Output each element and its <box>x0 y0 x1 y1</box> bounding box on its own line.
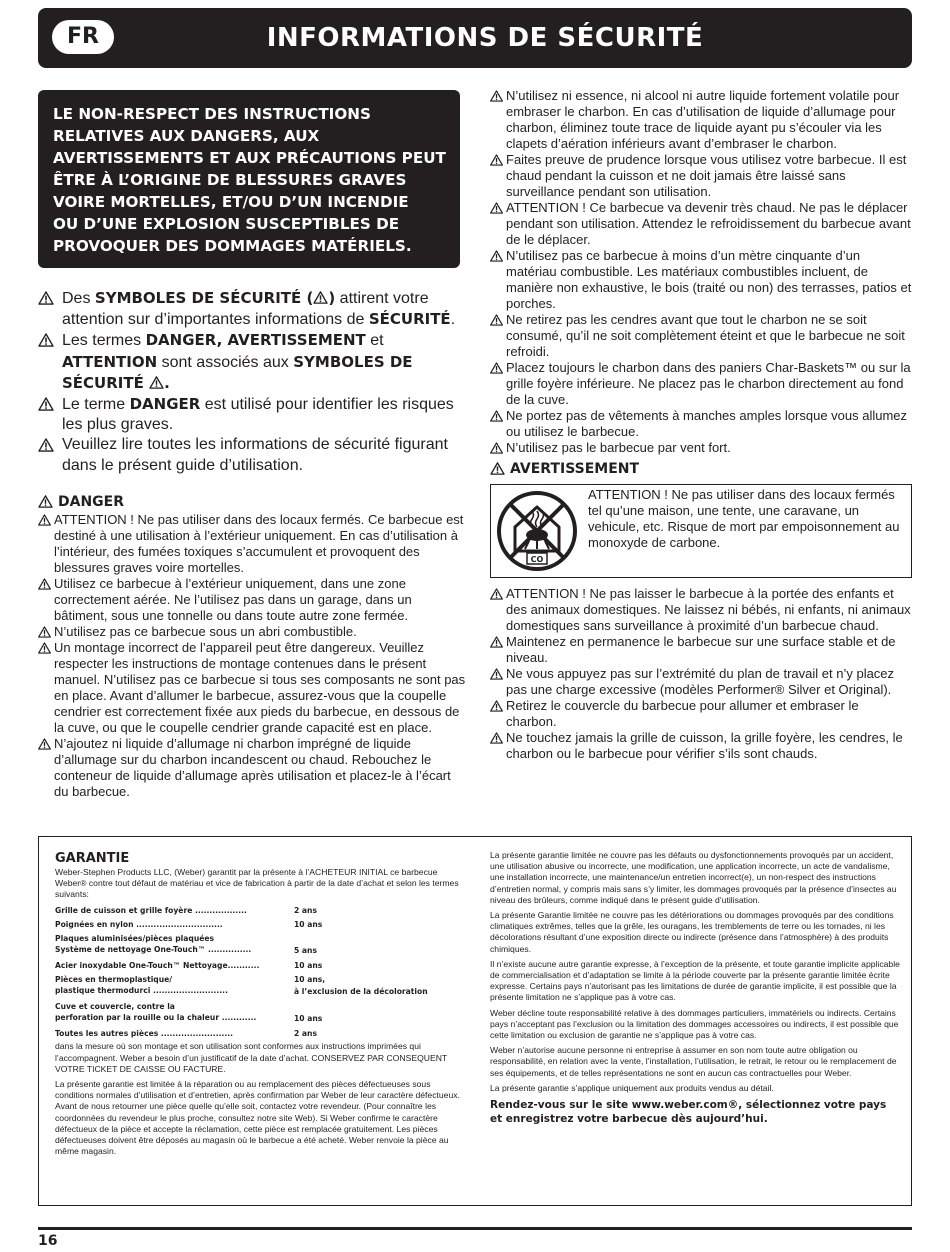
guarantee-paragraph: La présente garantie s’applique uniquement aux produits vendus au détail. <box>490 1082 774 1093</box>
warning-triangle-icon <box>38 738 51 750</box>
row-label: Pièces en thermoplastique/ <box>55 975 173 985</box>
bold-text: . <box>164 373 170 392</box>
guarantee-intro: Weber-Stephen Products LLC, (Weber) garantit par la présente à l’ACHETEUR INITIAL ce barbecue Weber® contre tout défaut de matériau et vice de fabrication à partir de la date d’achat et selon les termes suivants: <box>55 867 459 900</box>
row-label: Plaques aluminisées/pièces plaquées <box>55 934 215 944</box>
guarantee-paragraph: Weber n’autorise aucune personne ni entreprise à assumer en son nom toute autre obligation ou responsabilité, en relation avec la vente, l’installation, l’utilisation, le retrait, le retour ou le remplacement de ses équipements, et de telles représentations ne sont en aucun cas contractuelles pour Weber. <box>490 1045 897 1078</box>
item-text: N’utilisez pas ce barbecue sous un abri combustible. <box>54 624 357 639</box>
row-duration: 5 ans <box>294 946 317 956</box>
avertissement-item <box>490 730 912 762</box>
co-warning-text: ATTENTION ! Ne pas utiliser dans des locaux fermés tel qu’une maison, une tente, une caravane, un vehicule, etc. Risque de mort par empoisonnement au monoxyde de carbone. <box>588 487 900 550</box>
row-duration: 2 ans <box>294 905 317 915</box>
warning-triangle-icon <box>490 410 503 422</box>
warning-triangle-icon <box>38 495 53 508</box>
item-text: ATTENTION ! Ce barbecue va devenir très chaud. Ne pas le déplacer pendant son utilisation. Attendez le refroidissement du barbecue avant de le déplacer. <box>506 200 911 247</box>
avertissement-heading <box>490 460 912 478</box>
warning-triangle-icon <box>38 333 54 347</box>
row-label: Système de nettoyage One-Touch™ ............... <box>55 945 252 955</box>
warning-triangle-icon <box>490 250 503 262</box>
danger-section <box>38 493 468 800</box>
text: Des <box>62 290 95 307</box>
safety-item <box>490 88 912 152</box>
row-duration: à l’exclusion de la décoloration <box>294 987 428 997</box>
text: est utilisé pour identifier les risques les plus graves. <box>62 396 454 434</box>
item-text: Retirez le couvercle du barbecue pour allumer et embraser le charbon. <box>506 698 859 729</box>
bold-text: SÉCURITÉ <box>368 310 451 329</box>
registration-call-to-action: Rendez-vous sur le site www.weber.com®, sélectionnez votre pays et enregistrez votre barbecue dès aujourd’hui. <box>490 1099 887 1126</box>
co-warning-box <box>490 484 912 578</box>
guarantee-row <box>55 1001 465 1025</box>
warning-triangle-icon <box>38 438 54 452</box>
bold-text: ATTENTION <box>62 352 158 371</box>
warning-triangle-icon <box>490 700 503 712</box>
guarantee-row <box>55 960 465 971</box>
guarantee-paragraph: La présente Garantie limitée ne couvre pas les détériorations ou dommages provoqués par des conditions climatiques extrêmes, telles que la grêle, les ouragans, les tremblements de terre ou les tornades, ni les décolorations résultant d’une exposition directe ou indirecte (présence dans l’atmosphère) à des produits chimiques. <box>490 910 894 954</box>
guarantee-paragraph: La présente garantie limitée ne couvre pas les défauts ou dysfonctionnements provoqués par un accident, une utilisation abusive ou incorrecte, une modification, une application incorrecte, un acte de vandalisme, une installation incorrecte, une maintenance/un entretien incorrect(e), un non-respect des instructions d’entretien normal, y compris mais sans s’y limiter, les dommages provoqués par la présence d’insectes au niveau des brûleurs, comme indiqué dans le présent guide d’utilisation. <box>490 850 897 905</box>
row-label: plastique thermodurci .......................... <box>55 986 228 996</box>
warning-triangle-icon <box>490 462 505 475</box>
warning-triangle-icon <box>490 442 503 454</box>
item-text: Maintenez en permanence le barbecue sur une surface stable et de niveau. <box>506 634 896 665</box>
heading-text: AVERTISSEMENT <box>510 461 640 477</box>
row-duration: 10 ans <box>294 961 323 971</box>
item-text: N’utilisez pas le barbecue par vent fort. <box>506 440 731 455</box>
guarantee-table <box>55 905 465 1040</box>
item-text: Ne portez pas de vêtements à manches amples lorsque vous allumez ou utilisez le barbecue. <box>506 408 908 439</box>
warning-triangle-icon <box>38 626 51 638</box>
item-text: Ne vous appuyez pas sur l’extrémité du plan de travail et n’y placez pas une charge excessive (modèles Performer® Silver et Original). <box>506 666 895 697</box>
item-text: Placez toujours le charbon dans des paniers Char-Baskets™ ou sur la grille foyère inférieure. Ne placez pas le charbon directement au fond de la cuve. <box>506 360 911 407</box>
item-text: Un montage incorrect de l’appareil peut être dangereux. Veuillez respecter les instructions de montage contenues dans le présent manuel. N’utilisez pas ce barbecue si tous ses composants ne sont pas en place. Avant d’allumer le barbecue, assurez-vous que la coupelle cendrier est correctement fixée aux pieds du barbecue, en dessous de la cuve, ou que le coupelle cendrier grande capacité est en place. <box>54 640 466 735</box>
danger-item <box>38 624 468 640</box>
row-duration: 2 ans <box>294 1029 317 1039</box>
safety-item <box>490 248 912 312</box>
warning-triangle-icon <box>490 202 503 214</box>
item-text: ATTENTION ! Ne pas laisser le barbecue à la portée des enfants et des animaux domestiques. Ne laissez ni bébés, ni enfants, ni animaux domestiques sans surveillance à proximité d’un barbecue chaud. <box>506 586 911 633</box>
warning-triangle-icon <box>490 668 503 680</box>
warning-triangle-icon <box>490 90 503 102</box>
page-title: INFORMATIONS DE SÉCURITÉ <box>266 23 704 53</box>
warning-triangle-icon <box>38 397 54 411</box>
item-text: ATTENTION ! Ne pas utiliser dans des locaux fermés. Ce barbecue est destiné à une utilisation à l’extérieur uniquement. En cas d’utilisation à l’intérieur, des fumées toxiques s’accumulent et provoquent des blessures graves voire mortelles. <box>54 512 464 575</box>
warning-triangle-icon <box>490 154 503 166</box>
guarantee-right-column <box>490 850 900 1126</box>
language-badge: FR <box>52 20 114 54</box>
danger-item <box>38 512 468 576</box>
warning-line: ÊTRE À L’ORIGINE DE BLESSURES GRAVES <box>53 171 407 189</box>
guarantee-row <box>55 974 465 998</box>
row-label: Poignées en nylon .............................. <box>55 919 223 929</box>
text: attirent votre attention sur d’importantes informations de <box>62 290 429 329</box>
guarantee-repair-policy: La présente garantie est limitée à la réparation ou au remplacement des pièces défectueuses sous conditions normales d’utilisation et d’entretien, après confirmation par Weber de leur caractère défectueux. Avant de nous retourner une pièce quelle qu’elle soit, contactez votre revendeur. (Pour connaître les coordonnées du revendeur le plus proche, consultez notre site Web). Si Weber confirme le caractère défectueux de la pièce et accepte la réclamation, cette pièce est remplacée gratuitement. Les pièces défectueuses doivent être déposés au magasin où le barbecue a été acheté. Weber renvoie la pièce au même magasin. <box>55 1079 460 1157</box>
footer-rule <box>38 1227 912 1230</box>
avertissement-item <box>490 586 912 634</box>
item-text: Utilisez ce barbecue à l’extérieur uniquement, dans une zone correctement aérée. Ne l’utilisez pas dans un garage, dans un bâtiment, sous une tonnelle ou dans toute autre zone fermée. <box>54 576 412 623</box>
danger-heading <box>38 493 468 511</box>
symbols-item <box>38 435 468 475</box>
guarantee-row <box>55 1028 465 1039</box>
text: sont associés aux <box>157 353 294 371</box>
text: et <box>365 332 384 350</box>
danger-item <box>38 640 468 736</box>
item-text: N’ajoutez ni liquide d’allumage ni charbon imprégné de liquide d’allumage sur du charbon incandescent ou chaud. Rebouchez le conteneur de liquide d’allumage après utilisation et placez-le à l’écart du barbecue. <box>54 736 451 799</box>
warning-triangle-icon <box>490 732 503 744</box>
safety-symbols-list <box>38 288 468 476</box>
safety-item <box>490 152 912 200</box>
guarantee-paragraph: Il n’existe aucune autre garantie expresse, à l’exception de la présente, et toute garantie implicite applicable de commercialisation et d’adaptation se limite à la période couverte par la présente garantie limitée écrite expresse. Certains pays n’autorisant pas les limitations de durée de garantie implicite, il est possible que la présente limitation ne s’applique pas à votre cas. <box>490 958 900 1003</box>
item-text: Faites preuve de prudence lorsque vous utilisez votre barbecue. Il est chaud pendant la cuisson et ne doit jamais être laissé sans surveillance pendant son utilisation. <box>506 152 907 199</box>
warning-triangle-icon <box>490 314 503 326</box>
symbols-item <box>38 330 468 394</box>
guarantee-paragraph: Weber décline toute responsabilité relative à des dommages particuliers, immatériels ou indirects. Certains pays n’acceptant pas l’exclusion ou la limitation des dommages accessoires ou indirects, il est possible que cette limitation ou exclusion de garantie ne s’applique pas à votre cas. <box>490 1007 899 1041</box>
symbols-item <box>38 288 468 330</box>
guarantee-row <box>55 905 465 916</box>
safety-warning-box <box>38 90 460 268</box>
warning-triangle-icon <box>490 636 503 648</box>
warning-line: PROVOQUER DES DOMMAGES MATÉRIELS. <box>53 237 412 255</box>
guarantee-row <box>55 933 465 957</box>
heading-text: DANGER <box>58 494 125 510</box>
row-duration: 10 ans, <box>294 975 326 985</box>
item-text: N’utilisez ni essence, ni alcool ni autre liquide fortement volatile pour embraser le charbon. En cas d’utilisation de liquide d’allumage pour charbon, éliminez toute trace de liquide ayant pu s’écouler via les clapets d’aération inférieurs avant d’embraser le charbon. <box>506 88 900 151</box>
avertissement-item <box>490 634 912 666</box>
item-text: Ne touchez jamais la grille de cuisson, la grille foyère, les cendres, le charbon ou le barbecue pour vérifier s’ils sont chauds. <box>506 730 903 761</box>
bold-text: SYMBOLES DE SÉCURITÉ <box>62 352 413 392</box>
guarantee-row <box>55 919 465 930</box>
safety-item <box>490 408 912 440</box>
danger-item <box>38 576 468 624</box>
warning-line: LE NON-RESPECT DES INSTRUCTIONS <box>53 105 371 123</box>
warning-triangle-icon <box>38 578 51 590</box>
page-header <box>38 8 912 68</box>
symbols-item <box>38 394 468 435</box>
warning-triangle-icon <box>490 588 503 600</box>
safety-item <box>490 312 912 360</box>
text: Veuillez lire toutes les informations de sécurité figurant dans le présent guide d’utilisation. <box>62 436 448 474</box>
warning-triangle-icon <box>313 291 328 304</box>
warning-line: AVERTISSEMENTS ET AUX PRÉCAUTIONS PEUT <box>53 149 446 167</box>
right-column <box>490 88 912 762</box>
text: . <box>450 311 456 329</box>
guarantee-conditions: dans la mesure où son montage et son utilisation sont conformes aux instructions imprimées qui l’accompagnent. Weber a besoin d’un justificatif de la date d’achat. CONSERVEZ PAR CONSEQUENT VOTRE TICKET DE CAISSE OU FACTURE. <box>55 1041 447 1074</box>
safety-item <box>490 440 912 456</box>
row-label: perforation par la rouille ou la chaleur ............ <box>55 1013 257 1023</box>
text: Les termes <box>62 332 146 350</box>
warning-line: OU D’UNE EXPLOSION SUSCEPTIBLES DE <box>53 215 400 233</box>
guarantee-left-column <box>55 851 465 1161</box>
safety-item <box>490 200 912 248</box>
row-label: Acier inoxydable One-Touch™ Nettoyage........... <box>55 961 260 971</box>
warning-line: RELATIVES AUX DANGERS, AUX <box>53 127 320 145</box>
bold-text: DANGER <box>129 395 201 414</box>
guarantee-box <box>38 836 912 1206</box>
row-label: Grille de cuisson et grille foyère .................. <box>55 905 247 915</box>
no-indoor-co-icon <box>495 489 579 573</box>
safety-item <box>490 360 912 408</box>
warning-triangle-icon <box>38 642 51 654</box>
row-label: Toutes les autres pièces ......................... <box>55 1029 233 1039</box>
bold-text: DANGER, AVERTISSEMENT <box>145 331 366 350</box>
text: Le terme <box>62 396 130 414</box>
danger-item <box>38 736 468 800</box>
warning-triangle-icon <box>38 514 51 526</box>
item-text: Ne retirez pas les cendres avant que tout le charbon ne se soit consumé, qu’il ne soit complètement éteint et que le barbecue ne soit refroidi. <box>506 312 905 359</box>
warning-line: VOIRE MORTELLES, ET/OU D’UN INCENDIE <box>53 193 409 211</box>
bold-text: ) <box>328 289 336 307</box>
row-label: Cuve et couvercle, contre la <box>55 1002 175 1012</box>
avertissement-item <box>490 698 912 730</box>
co-label: CO <box>530 555 544 564</box>
avertissement-item <box>490 666 912 698</box>
page-number: 16 <box>38 1233 58 1249</box>
row-duration: 10 ans <box>294 1014 323 1024</box>
item-text: N’utilisez pas ce barbecue à moins d’un mètre cinquante d’un matériau combustible. Les matériaux combustibles incluent, de manière non exhaustive, le bois (traité ou non) des terrasses, patios et porches. <box>506 248 912 311</box>
guarantee-title: GARANTIE <box>55 851 130 866</box>
warning-triangle-icon <box>38 291 54 305</box>
warning-triangle-icon <box>149 376 164 389</box>
warning-triangle-icon <box>490 362 503 374</box>
row-duration: 10 ans <box>294 919 323 929</box>
bold-text: SYMBOLES DE SÉCURITÉ ( <box>94 289 314 307</box>
